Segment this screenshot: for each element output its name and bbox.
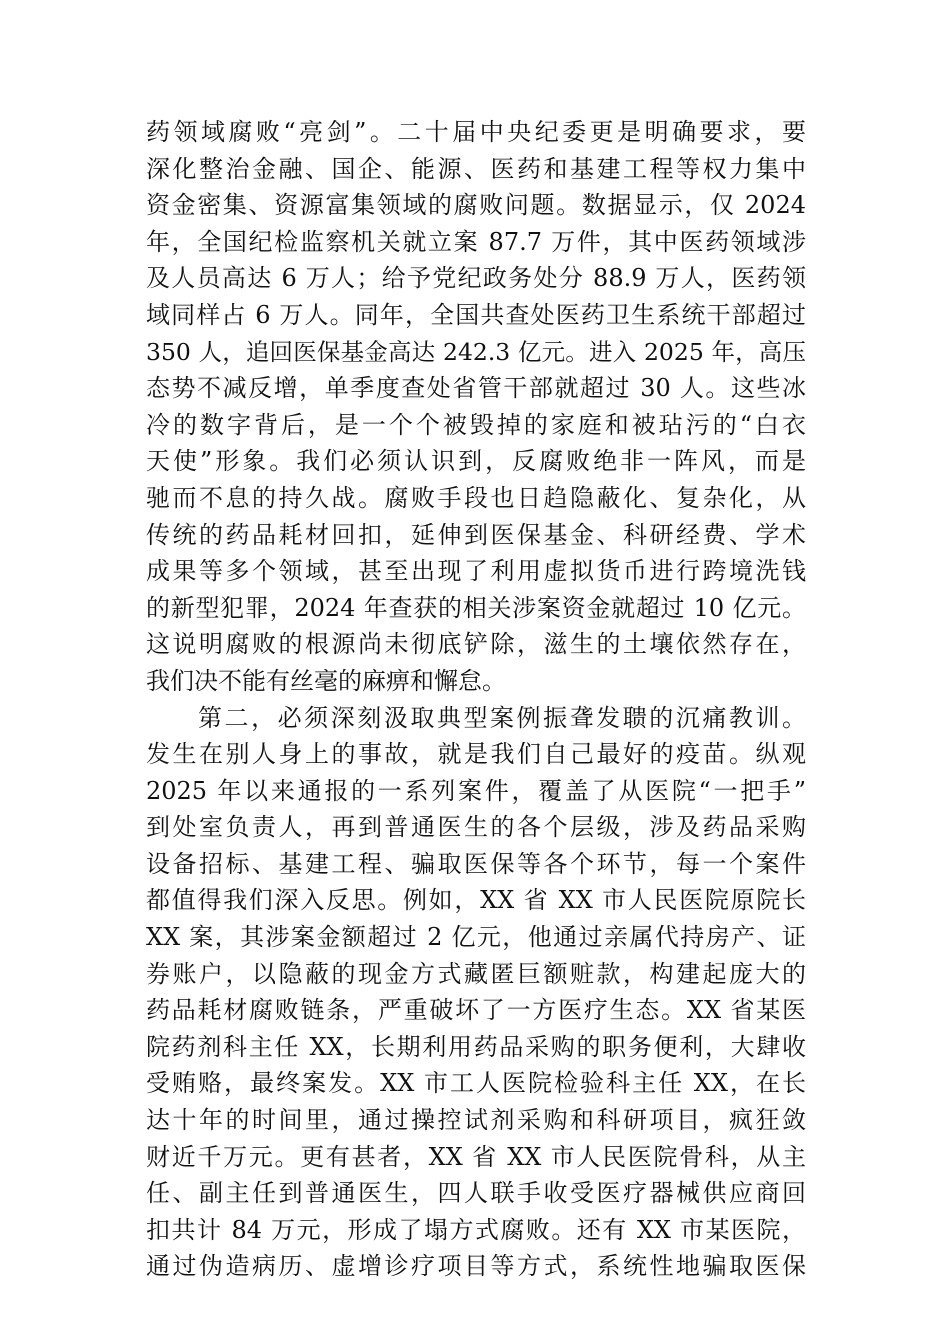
text-line: 资金密集、资源富集领域的腐败问题。数据显示，仅 2024 [146, 191, 806, 220]
text-line: 受贿赂，最终案发。XX 市工人医院检验科主任 XX，在长 [146, 1069, 806, 1098]
text-line: 通过伪造病历、虚增诊疗项目等方式，系统性地骗取医保 [146, 1252, 806, 1281]
text-line: 及人员高达 6 万人；给予党纪政务处分 88.9 万人，医药领 [146, 264, 806, 293]
text-line: 2025 年以来通报的一系列案件，覆盖了从医院“一把手” [146, 776, 806, 805]
text-line: XX 案，其涉案金额超过 2 亿元，他通过亲属代持房产、证 [146, 923, 806, 952]
text-line: 态势不减反增，单季度查处省管干部就超过 30 人。这些冰 [146, 374, 806, 403]
text-line: 药品耗材腐败链条，严重破坏了一方医疗生态。XX 省某医 [146, 996, 806, 1025]
text-line: 这说明腐败的根源尚未彻底铲除，滋生的土壤依然存在， [146, 630, 806, 659]
text-line: 院药剂科主任 XX，长期利用药品采购的职务便利，大肆收 [146, 1032, 806, 1061]
text-line: 设备招标、基建工程、骗取医保等各个环节，每一个案件 [146, 849, 806, 878]
text-line: 年，全国纪检监察机关就立案 87.7 万件，其中医药领域涉 [146, 227, 806, 256]
paragraph-last-line: 我们决不能有丝毫的麻痹和懈怠。 [146, 666, 506, 695]
text-line: 驰而不息的持久战。腐败手段也日趋隐蔽化、复杂化，从 [146, 483, 806, 512]
text-line: 天使”形象。我们必须认识到，反腐败绝非一阵风，而是 [146, 447, 806, 476]
text-line: 350 人，追回医保基金高达 242.3 亿元。进入 2025 年，高压 [146, 337, 806, 366]
text-line: 达十年的时间里，通过操控试剂采购和科研项目，疯狂敛 [146, 1106, 806, 1135]
text-line: 成果等多个领域，甚至出现了利用虚拟货币进行跨境洗钱 [146, 557, 806, 586]
text-line: 深化整治金融、国企、能源、医药和基建工程等权力集中 [146, 154, 806, 183]
text-line: 券账户，以隐蔽的现金方式藏匿巨额赃款，构建起庞大的 [146, 959, 806, 988]
text-line: 任、副主任到普通医生，四人联手收受医疗器械供应商回 [146, 1179, 806, 1208]
text-line: 药领域腐败“亮剑”。二十届中央纪委更是明确要求，要 [146, 118, 806, 146]
body-text [146, 114, 806, 1285]
text-line: 扣共计 84 万元，形成了塌方式腐败。还有 XX 市某医院， [146, 1215, 806, 1244]
text-line: 都值得我们深入反思。例如，XX 省 XX 市人民医院原院长 [146, 886, 806, 915]
text-line: 财近千万元。更有甚者，XX 省 XX 市人民医院骨科，从主 [146, 1142, 806, 1171]
text-line: 冷的数字背后，是一个个被毁掉的家庭和被玷污的“白衣 [146, 410, 806, 439]
text-line: 发生在别人身上的事故，就是我们自己最好的疫苗。纵观 [146, 740, 806, 769]
text-line: 到处室负责人，再到普通医生的各个层级，涉及药品采购 [146, 813, 806, 842]
text-line: 传统的药品耗材回扣，延伸到医保基金、科研经费、学术 [146, 520, 806, 549]
text-line: 的新型犯罪，2024 年查获的相关涉案资金就超过 10 亿元。 [146, 593, 806, 622]
paragraph-first-line: 第二，必须深刻汲取典型案例振聋发聩的沉痛教训。 [198, 703, 806, 732]
text-line: 域同样占 6 万人。同年，全国共查处医药卫生系统干部超过 [146, 300, 806, 329]
